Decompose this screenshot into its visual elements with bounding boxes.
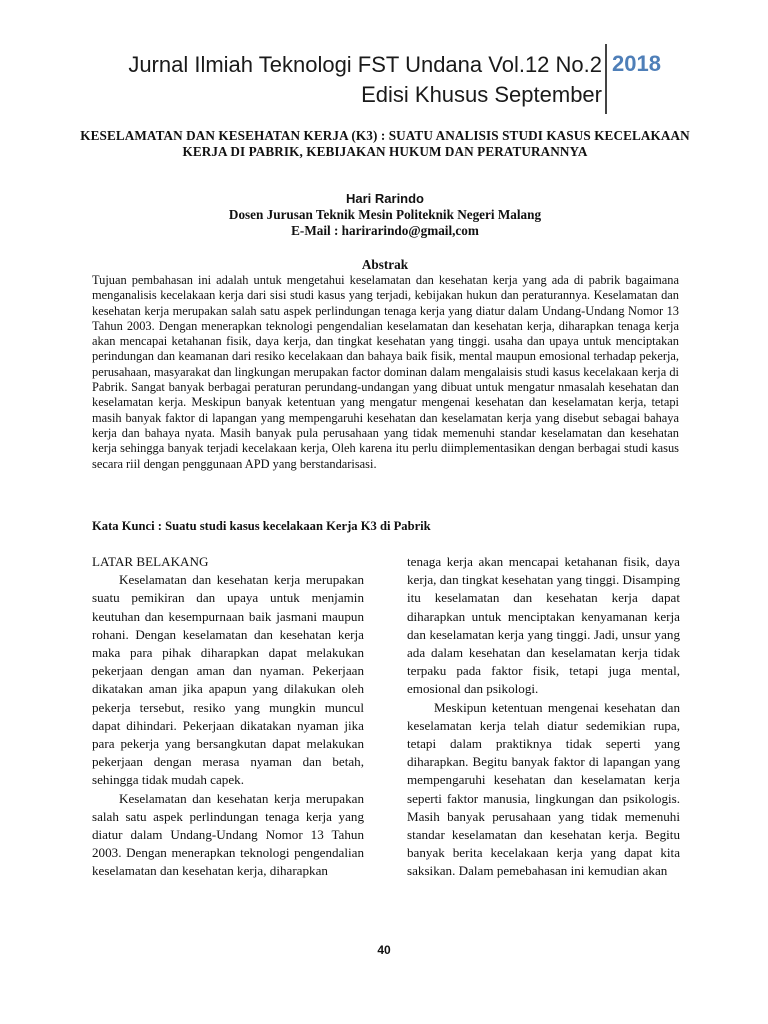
paragraph: Keselamatan dan kesehatan kerja merupakan suatu pemikiran dan upaya untuk menjamin keutuhan dan kesempurnaan baik jasmani maupun rohani. Dengan keselamatan dan kesehatan kerja maka para pihak diharapkan dapat melakukan pekerjaan dengan aman dan nyaman. Pekerjaan dikatakan aman jika apapun yang dilakukan oleh pekerja tersebut, resiko yang mungkin muncul dapat dihindari. Pekerjaan dikatakan nyaman jika para pekerja yang bersangkutan dapat melakukan pekerjaan dengan merasa nyaman dan betah, sehingga tidak mudah capek.	[92, 572, 364, 788]
left-column	[92, 553, 364, 881]
paragraph: Meskipun ketentuan mengenai kesehatan dan keselamatan kerja telah diatur sedemikian rupa, tetapi dalam praktiknya tidak seperti yang diharapkan. Begitu banyak faktor di lapangan yang mempengaruhi kesehatan dan keselamatan kerja seperti faktor manusia, lingkungan dan psikologis. Masih banyak perusahaan yang tidak memenuhi standar keselamatan dan kesehatan kerja. Begitu banyak berita kecelakaan kerja yang dapat kita saksikan. Dalam pemebahasan ini kemudian akan	[407, 699, 680, 879]
section-heading: LATAR BELAKANG	[92, 554, 209, 569]
right-column	[407, 553, 680, 881]
author-affiliation: Dosen Jurusan Teknik Mesin Politeknik Negeri Malang	[228, 207, 542, 222]
abstract-text: Tujuan pembahasan ini adalah untuk mengetahui keselamatan dan kesehatan kerja yang ada di pabrik bagaimana menganalisis kecelakaan kerja dari sisi studi kasus yang terjadi, kebijakan hukun dan peraturannya. Keselamatan dan kesehatan kerja merupakan salah satu aspek perlindungan tenaga kerja yang diatur dalam Undang-Undang Nomor 13 Tahun 2003. Dengan menerapkan teknologi pengendalian keselamatan dan kesehatan kerja, diharapkan tenaga kerja akan mencapai ketahanan fisik, daya kerja, dan tingkat kesehatan yang tinggi. usaha dan upaya untuk menciptakan perindungan dan keamanan dari resiko kecelakaan dan bahaya baik fisik, mental maupun emosional terhadap pekerja, perusahaan, masyarakat dan lingkungan merupakan factor dominan dalam mengalaisis studi kasus kecelakaan kerja di Pabrik. Sangat banyak berbagai peraturan perundang-undangan yang dibuat untuk mengatur nmasalah kesehatan dan keselamatan kerja. Meskipun banyak ketentuan yang mengatur mengenai kesehatan dan keselamatan kerja, tetapi masih banyak faktor di lapangan yang mempengaruhi kesehatan dan keselamatan kerja yang disebut sebagai bahaya kerja dan bahaya nyata. Masih banyak pula perusahaan yang tidak memenuhi standar keselamatan dan kesehatan kerja sehingga banyak terjadi kecelakaan kerja, Oleh karena itu perlu diimplementasikan dengan berbagai studi kasus secara riil dengan penggunaan APD yang berstandarisasi.	[92, 273, 679, 471]
abstract-heading: Abstrak	[361, 257, 409, 272]
journal-name: Jurnal Ilmiah Teknologi FST Undana Vol.12 No.2	[128, 52, 602, 77]
journal-edition: Edisi Khusus September	[361, 82, 602, 107]
journal-year: 2018	[612, 51, 661, 76]
header-divider	[605, 44, 607, 114]
paragraph: Keselamatan dan kesehatan kerja merupakan salah satu aspek perlindungan tenaga kerja yang diatur dalam Undang-Undang Nomor 13 Tahun 2003. Dengan menerapkan teknologi pengendalian keselamatan dan kesehatan kerja, diharapkan	[92, 790, 364, 879]
author-name: Hari Rarindo	[345, 191, 424, 206]
author-email: E-Mail : harirarindo@gmail,com	[291, 223, 479, 238]
paragraph: tenaga kerja akan mencapai ketahanan fisik, daya kerja, dan tingkat kesehatan yang tinggi. Disamping itu keselamatan dan kesehatan kerja dapat diharapkan untuk menciptakan kenyamanan kerja dan keselamatan kerja yang tinggi. Jadi, unsur yang ada dalam kesehatan dan keselamatan kerja tidak terpaku pada faktor fisik, tetapi juga mental, emosional dan psikologi.	[407, 554, 680, 697]
page-number: 40	[377, 943, 391, 957]
article-title: KESELAMATAN DAN KESEHATAN KERJA (K3) : SUATU ANALISIS STUDI KASUS KECELAKAAN KERJA DI PABRIK, KEBIJAKAN HUKUM DAN PERATURANNYA	[80, 128, 690, 159]
keywords: Kata Kunci : Suatu studi kasus kecelakaan Kerja K3 di Pabrik	[92, 519, 431, 533]
